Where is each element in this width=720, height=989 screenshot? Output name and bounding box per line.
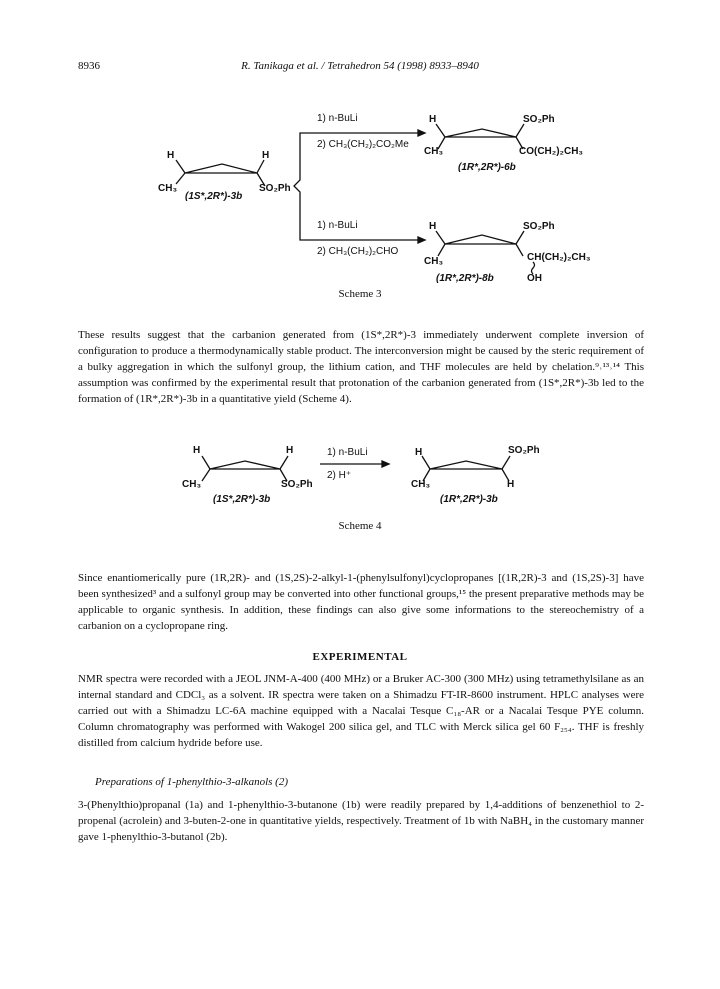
arrowhead — [382, 461, 389, 467]
scheme-4-caption: Scheme 4 — [338, 520, 382, 532]
bond — [202, 456, 210, 469]
atom-label-h: H — [262, 150, 270, 161]
paragraph-1: These results suggest that the carbanion generated from (1S*,2R*)-3 immediately underwent complete inversion of configuration to produce a thermodynamically stable product. The interconversion might be caused by the steric requirement of a bulky aggregation in which the sulfonyl group, the lithium cation, and THF molecules are held by chelation.⁹˒¹³˒¹⁴ This assumption was confirmed by the experimental result that protonation of the carbanion generated from (1S*,2R*)-3b led to the formation of (1R*,2R*)-3b in a quantitative yield (Scheme 4). — [78, 329, 644, 405]
bond — [280, 456, 288, 469]
compound-label: (1S*,2R*)-3b — [213, 494, 271, 505]
page-number: 8936 — [78, 60, 100, 72]
bond — [436, 231, 445, 244]
atom-label-ch3: CH₃ — [424, 146, 444, 157]
atom-label-ch3: CH₃ — [158, 183, 178, 194]
compound-label: (1R*,2R*)-3b — [440, 494, 498, 505]
atom-label-so2ph: SO₂Ph — [523, 114, 555, 125]
reagent-step-1: 1) n-BuLi — [317, 220, 358, 231]
cyclopropane-ring — [430, 461, 502, 469]
bond — [176, 160, 185, 173]
running-head: R. Tanikaga et al. / Tetrahedron 54 (1998) 8933–8940 — [241, 60, 479, 72]
atom-label-h: H — [286, 445, 294, 456]
bond — [516, 231, 524, 244]
cyclopropane-ring — [210, 461, 280, 469]
atom-label-h: H — [429, 114, 437, 125]
atom-label-so2ph: SO₂Ph — [259, 183, 291, 194]
bond — [516, 244, 523, 256]
compound-label: (1S*,2R*)-3b — [185, 191, 243, 202]
atom-label-so2ph: SO₂Ph — [508, 445, 540, 456]
cyclopropane-ring — [445, 129, 516, 137]
subsection-heading: Preparations of 1-phenylthio-3-alkanols (2) — [95, 776, 288, 788]
atom-label-ch3: CH₃ — [411, 479, 431, 490]
paragraph-4: 3-(Phenylthio)propanal (1a) and 1-phenylthio-3-butanone (1b) were readily prepared by 1,4-additions of benzenethiol to 2-propenal (acrolein) and 3-buten-2-one in quantitative yields, respectively. Treatment of 1b with NaBH₄ in the customary manner gave 1-phenylthio-3-butanol (2b). — [78, 799, 644, 843]
scheme-brace — [294, 133, 304, 240]
atom-label-ch3: CH₃ — [182, 479, 202, 490]
bond — [422, 456, 430, 469]
cyclopropane-ring — [185, 164, 257, 173]
scheme-3-caption: Scheme 3 — [338, 288, 382, 300]
bond — [436, 124, 445, 137]
atom-label-h: H — [507, 479, 515, 490]
reagent-step-2: 2) H⁺ — [327, 470, 352, 481]
atom-label-oh: OH — [527, 273, 542, 284]
section-heading-experimental: EXPERIMENTAL — [312, 651, 408, 663]
reagent-step-1: 1) n-BuLi — [327, 447, 368, 458]
bond — [516, 124, 524, 137]
compound-label: (1R*,2R*)-8b — [436, 273, 494, 284]
arrowhead — [418, 237, 425, 243]
atom-label-h: H — [415, 447, 423, 458]
arrowhead — [418, 130, 425, 136]
bond — [176, 173, 185, 184]
bond — [257, 160, 264, 173]
compound-label: (1R*,2R*)-6b — [458, 162, 516, 173]
reagent-step-1: 1) n-BuLi — [317, 113, 358, 124]
bond — [202, 469, 210, 481]
bond — [438, 244, 445, 256]
paragraph-3: NMR spectra were recorded with a JEOL JNM-A-400 (400 MHz) or a Bruker AC-300 (300 MHz) using tetramethylsilane as an internal standard and CDCl₃ as a solvent. IR spectra were taken on a Shimadzu FT-IR-8600 instrument. HPLC analyses were carried out with a Shimadzu LC-6A machine equipped with a Nacalai Tesque C₁₈-AR or a Nacalai Tesque PYE column. Column chromatography was performed with Wakogel 200 silica gel, and TLC with Merck silica gel 60 F₂₅₄. THF is freshly distilled from calcium hydride before use. — [78, 673, 644, 749]
reagent-step-2: 2) CH₃(CH₂)₂CO₂Me — [317, 139, 409, 150]
cyclopropane-ring — [445, 235, 516, 244]
atom-label-hydroxyalkyl: CH(CH₂)₂CH₃ — [527, 252, 591, 263]
atom-label-ch3: CH₃ — [424, 256, 444, 267]
atom-label-so2ph: SO₂Ph — [523, 221, 555, 232]
bond — [502, 456, 510, 469]
reagent-step-2: 2) CH₃(CH₂)₂CHO — [317, 246, 399, 257]
atom-label-acyl: CO(CH₂)₂CH₃ — [519, 146, 584, 157]
atom-label-so2ph: SO₂Ph — [281, 479, 313, 490]
paragraph-2: Since enantiomerically pure (1R,2R)- and (1S,2S)-2-alkyl-1-(phenylsulfonyl)cyclopropanes [(1R,2R)-3 and (1S,2S)-3] have been synthesized³ and a sulfonyl group may be converted into other functional groups,¹⁵ the present preparative methods may be applicable to organic synthesis. In addition, these findings can also give some informations to the stereochemistry of a carbanion on a cyclopropane ring. — [78, 572, 644, 632]
atom-label-h: H — [429, 221, 437, 232]
atom-label-h: H — [167, 150, 175, 161]
atom-label-h: H — [193, 445, 201, 456]
